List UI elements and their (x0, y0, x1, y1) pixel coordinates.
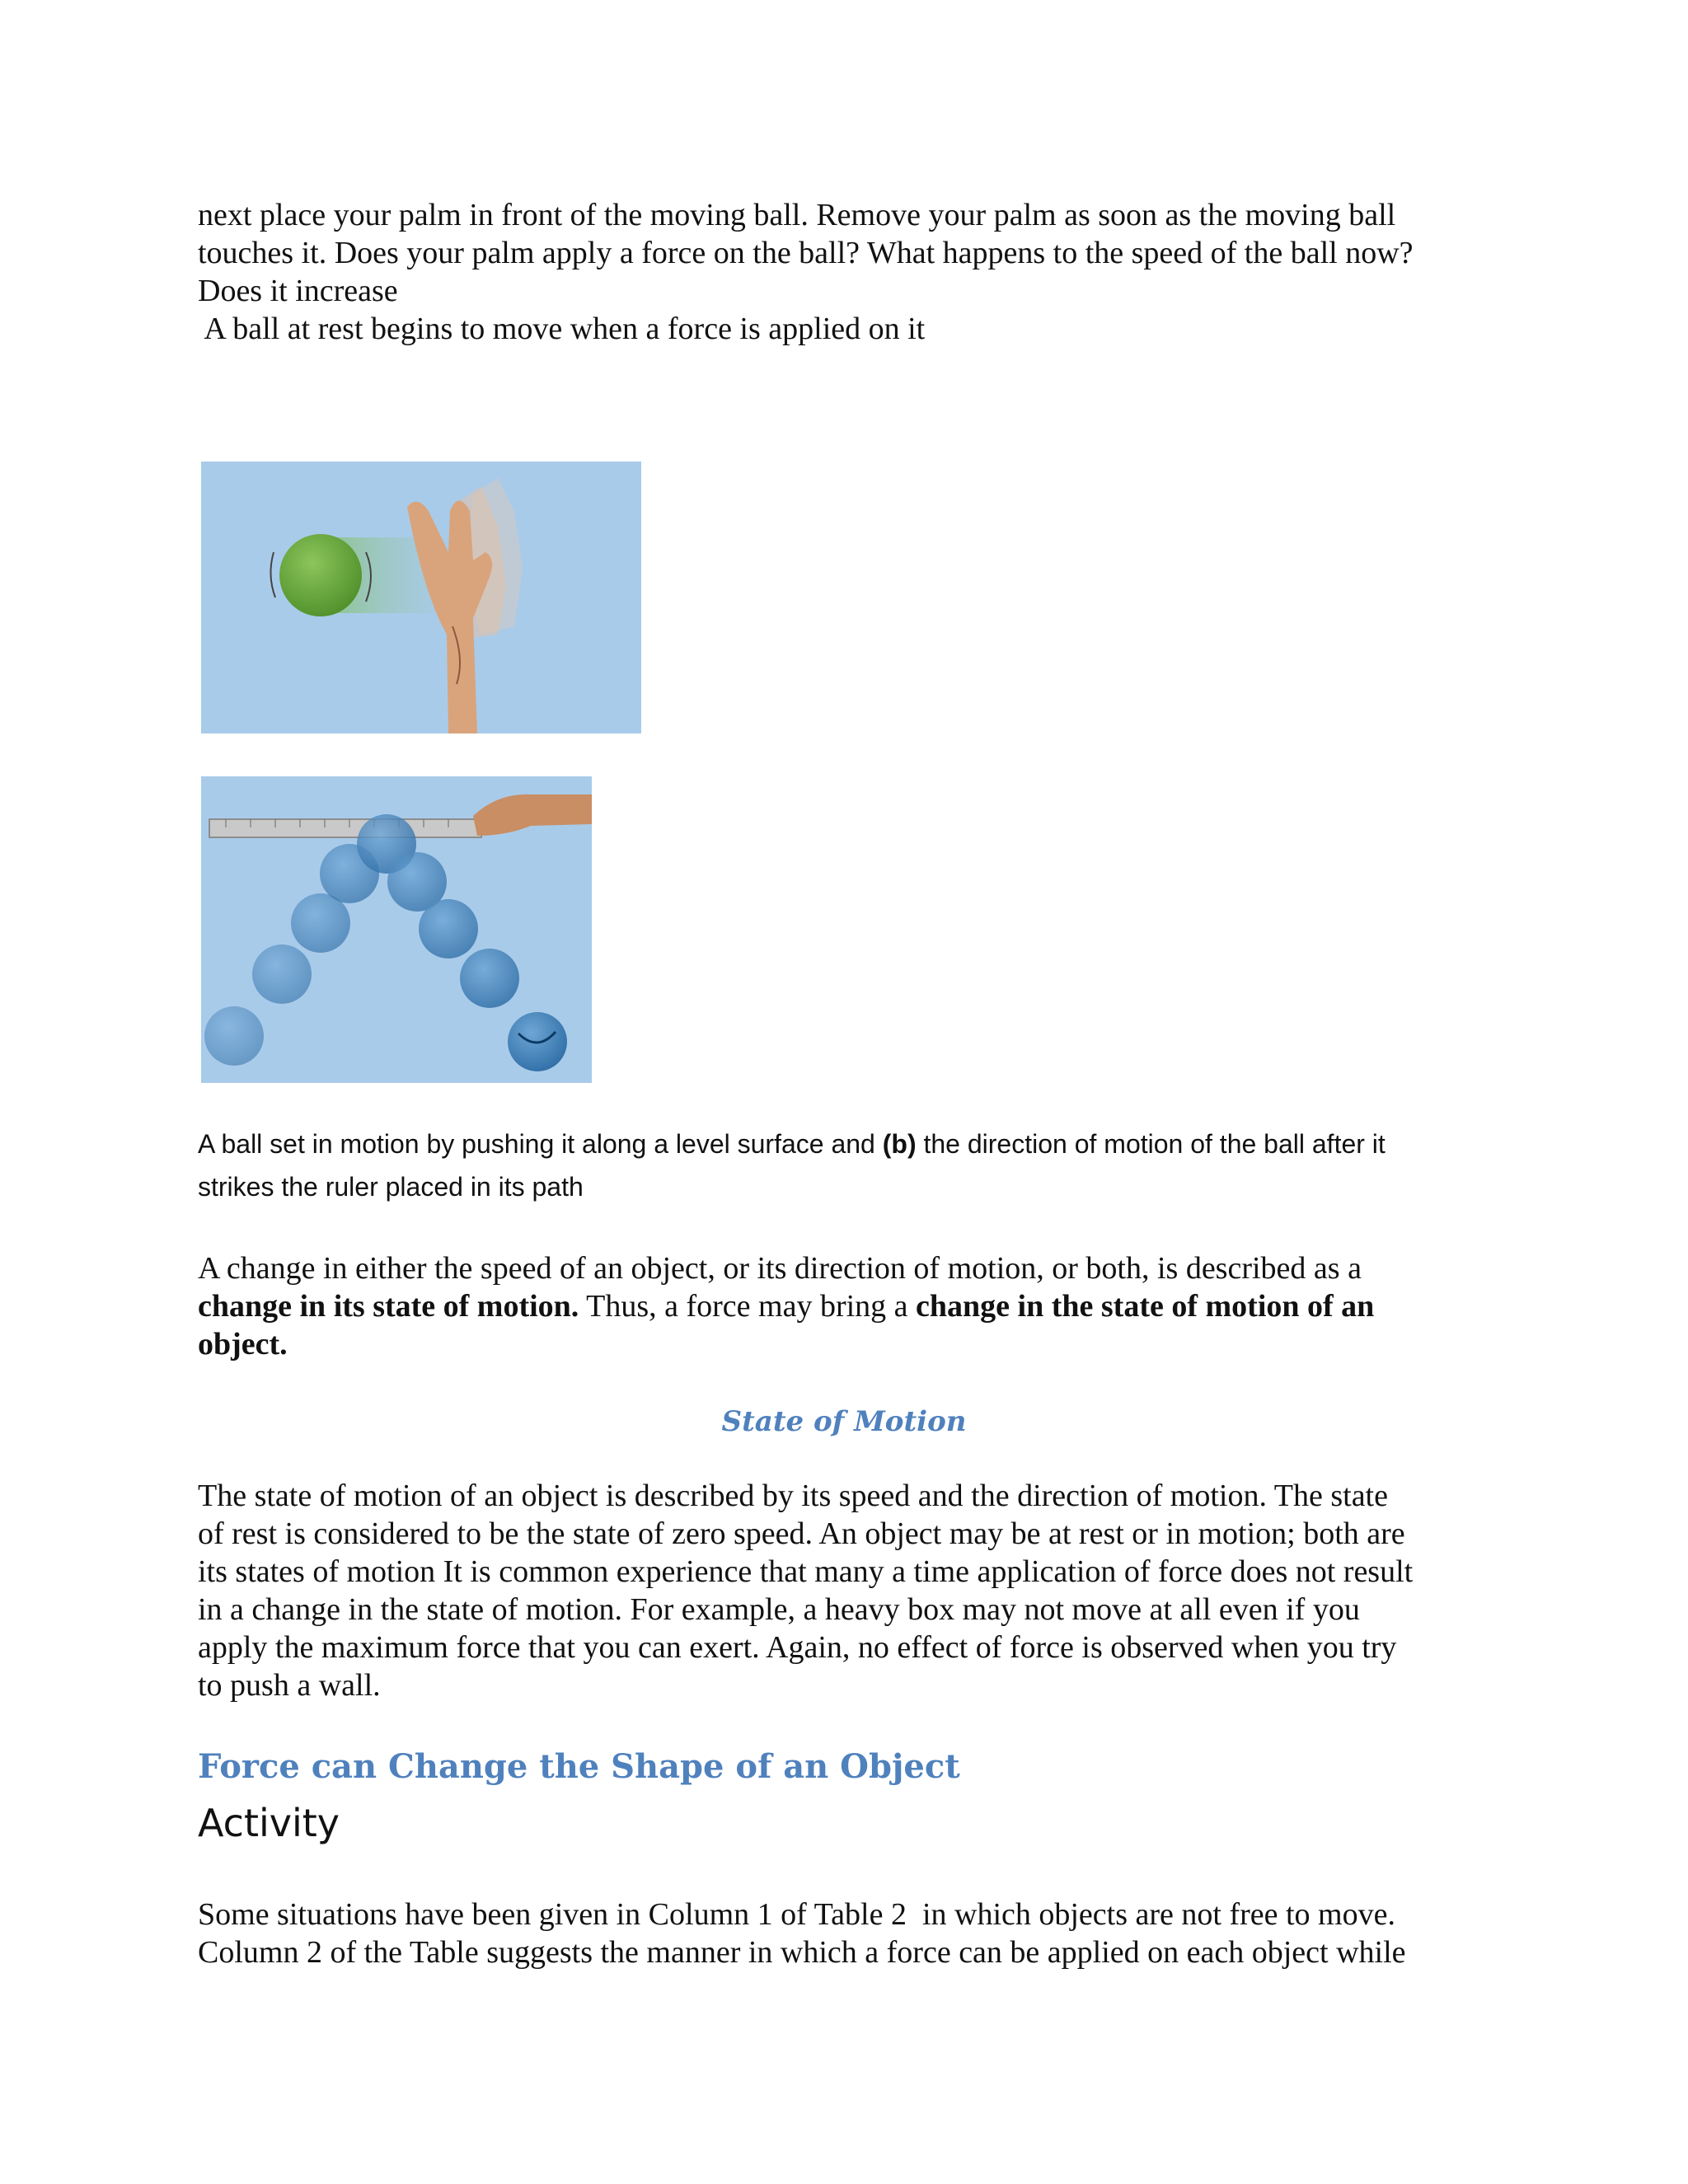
caption-line: strikes the ruler placed in its path (198, 1172, 584, 1202)
text-line: next place your palm in front of the moving ball. Remove your palm as soon as the moving ball (198, 198, 1396, 232)
bold-text: object. (198, 1327, 288, 1361)
caption-bold-label: (b) (882, 1129, 917, 1159)
text-line: Column 2 of the Table suggests the manner in which a force can be applied on each object while (198, 1935, 1406, 1970)
text-line: The state of motion of an object is described by its speed and the direction of motion. The state (198, 1479, 1388, 1513)
bold-text: change in the state of motion of an (916, 1289, 1375, 1324)
state-change-paragraph (198, 1249, 1484, 1363)
hand-pushing-ball-illustration (201, 462, 641, 733)
caption-text: the direction of motion of the ball after it (916, 1129, 1386, 1159)
text-line (198, 1325, 1484, 1363)
ruler-ball-illustration (201, 776, 592, 1083)
text-line (198, 1287, 1484, 1325)
text-line: in a change in the state of motion. For example, a heavy box may not move at all even if you (198, 1592, 1360, 1627)
text-line: apply the maximum force that you can exert. Again, no effect of force is observed when you try (198, 1630, 1397, 1665)
caption-line (198, 1122, 1484, 1165)
figure-ball-pushed-by-hand (201, 462, 641, 733)
text-line: Does it increase (198, 274, 398, 308)
intro-paragraph (198, 196, 1484, 348)
caption-text: A ball set in motion by pushing it along a level surface and (198, 1129, 883, 1159)
section-heading: Force can Change the Shape of an Object (198, 1747, 960, 1786)
text-line: A ball at rest begins to move when a force is applied on it (198, 312, 926, 346)
text-line: Some situations have been given in Column 1 of Table 2 in which objects are not free to move. (198, 1897, 1395, 1932)
activity-paragraph (198, 1896, 1484, 1971)
text-line: touches it. Does your palm apply a force on the ball? What happens to the speed of the ball now? (198, 236, 1414, 270)
state-of-motion-heading: State of Motion (721, 1405, 967, 1438)
text-line: to push a wall. (198, 1668, 381, 1703)
plain-text: Thus, a force may bring a (579, 1289, 917, 1324)
state-of-motion-paragraph (198, 1477, 1484, 1704)
figure-ball-striking-ruler (201, 776, 592, 1083)
bold-text: change in its state of motion. (198, 1289, 579, 1324)
text-line: of rest is considered to be the state of zero speed. An object may be at rest or in motion; both are (198, 1516, 1405, 1551)
figure-caption (198, 1122, 1484, 1208)
text-line: A change in either the speed of an object, or its direction of motion, or both, is described as a (198, 1251, 1362, 1286)
text-line: its states of motion It is common experience that many a time application of force does not result (198, 1554, 1414, 1589)
green-ball (279, 534, 362, 616)
activity-heading: Activity (198, 1801, 340, 1845)
